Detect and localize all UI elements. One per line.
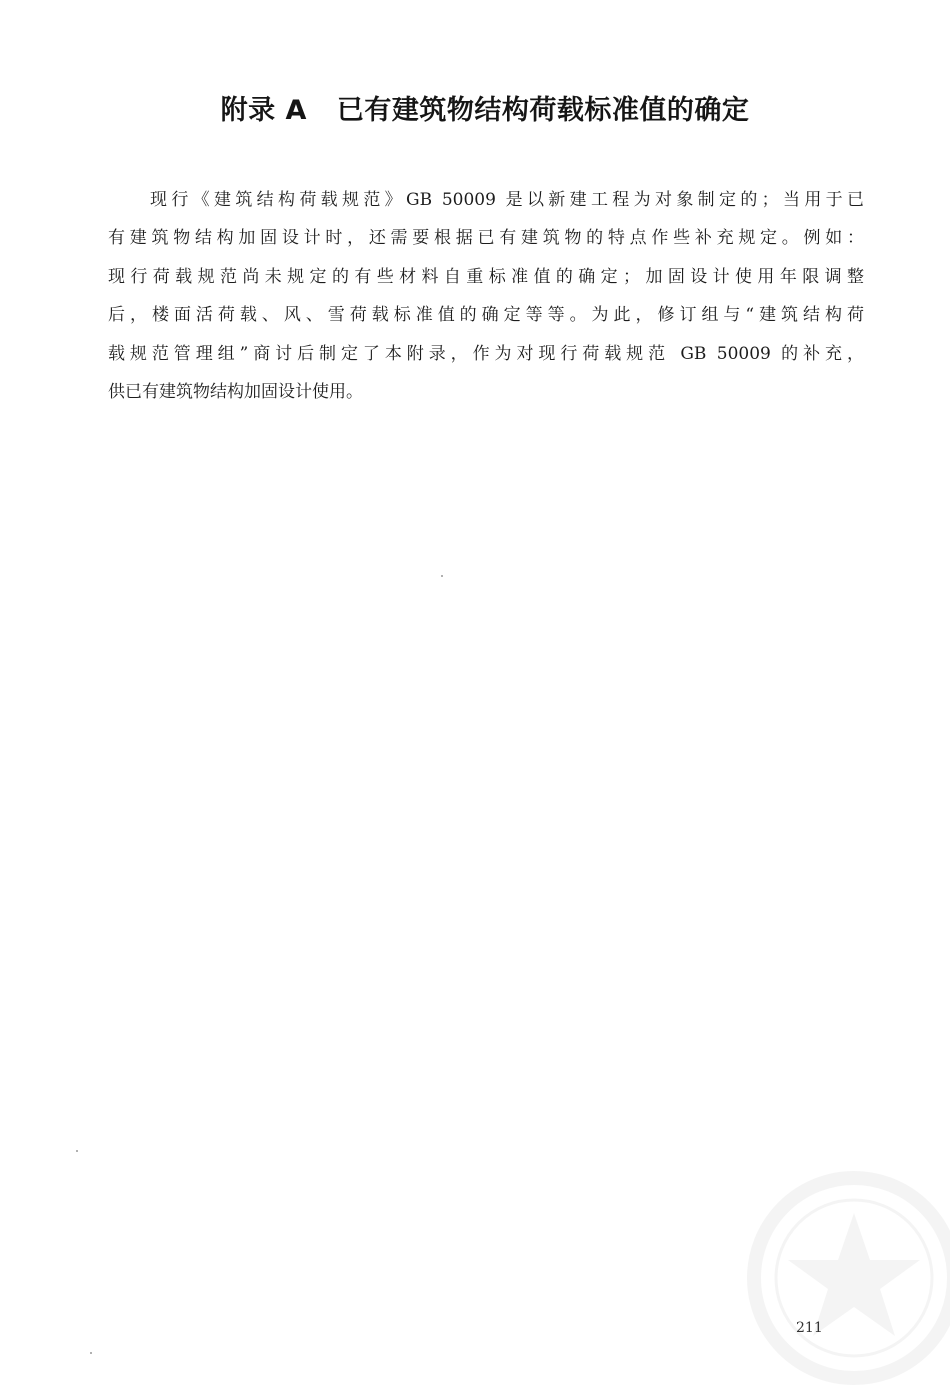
paragraph-line: 有建筑物结构加固设计时，还需要根据已有建筑物的特点作些补充规定。例如： [108, 228, 864, 249]
paragraph-line: 后，楼面活荷载、风、雪荷载标准值的确定等等。为此，修订组与“建筑结构荷 [108, 305, 864, 326]
watermark-seal-icon [744, 1168, 950, 1388]
scan-speck [90, 1352, 92, 1354]
paragraph-line: 现行荷载规范尚未规定的有些材料自重标准值的确定；加固设计使用年限调整 [108, 266, 864, 287]
scan-speck [76, 1150, 78, 1152]
appendix-label: 附录 A [220, 95, 307, 126]
paragraph-line: 现行《建筑结构荷载规范》GB 50009 是以新建工程为对象制定的；当用于已 [150, 190, 864, 210]
body-paragraph [108, 181, 864, 411]
scan-speck [441, 575, 443, 577]
page-number: 211 [796, 1320, 823, 1336]
paragraph-line: 供已有建筑物结构加固设计使用。 [108, 381, 363, 402]
paragraph-line: 载规范管理组”商讨后制定了本附录，作为对现行荷载规范 GB 50009 的补充， [108, 343, 864, 364]
appendix-title-text: 已有建筑物结构荷载标准值的确定 [336, 95, 750, 126]
appendix-title [0, 88, 950, 127]
